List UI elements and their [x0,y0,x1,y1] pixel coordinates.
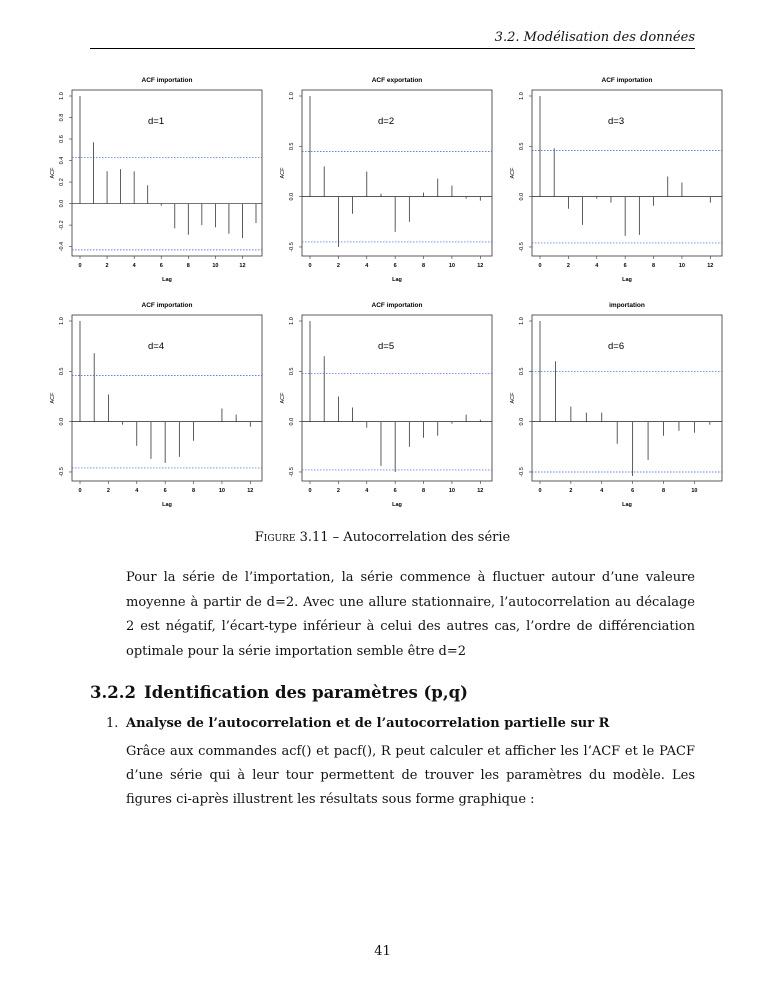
x-axis-label: Lag [392,277,402,283]
chart-annotation: d=6 [608,341,625,352]
list-item-number: 1. [106,716,119,731]
acf-panel-d3 [500,68,730,293]
x-tick-label: 12 [477,488,484,494]
x-tick-label: 12 [477,263,484,269]
x-tick-label: 2 [106,488,110,494]
x-tick-label: 6 [623,263,627,269]
x-tick-label: 8 [422,263,426,269]
y-axis-label: ACF [50,167,56,179]
y-tick-label: 1.0 [59,92,65,100]
x-tick-label: 4 [595,263,599,269]
y-tick-label: 0.5 [289,367,295,376]
plot-frame [302,90,492,256]
x-tick-label: 10 [678,263,685,269]
x-tick-label: 4 [132,263,136,269]
x-tick-label: 0 [308,263,312,269]
acf-figure [40,68,730,518]
x-tick-label: 10 [212,263,219,269]
y-tick-label: 0.2 [59,178,65,186]
y-tick-label: -0.4 [59,241,65,252]
y-tick-label: 0.0 [59,417,65,426]
chart-annotation: d=3 [608,116,625,127]
x-tick-label: 12 [239,263,246,269]
x-tick-label: 6 [393,263,397,269]
x-tick-label: 0 [308,488,312,494]
x-tick-label: 8 [192,488,196,494]
y-tick-label: 0.4 [59,156,65,165]
x-tick-label: 4 [365,488,369,494]
x-tick-label: 6 [393,488,397,494]
acf-panel-d6 [500,293,730,518]
plot-frame [532,315,722,481]
x-tick-label: 0 [78,263,82,269]
chart-title: ACF importation [371,302,423,309]
header-rule [90,48,695,49]
y-axis-label: ACF [510,392,516,404]
x-axis-label: Lag [622,277,632,283]
chart-title: ACF importation [141,77,193,84]
x-tick-label: 2 [566,263,570,269]
chart-title: importation [609,302,645,309]
x-tick-label: 2 [336,263,340,269]
section-title: Identification des paramètres (p,q) [144,683,468,702]
y-tick-label: 0.5 [519,367,525,376]
x-tick-label: 0 [538,488,542,494]
y-tick-label: 1.0 [289,317,295,325]
y-tick-label: 1.0 [59,317,65,325]
x-tick-label: 2 [105,263,109,269]
y-tick-label: 0.5 [519,142,525,151]
y-tick-label: 0.0 [519,192,525,201]
x-tick-label: 10 [691,488,698,494]
body-paragraph: Pour la série de l’importation, la série commence à fluctuer autour d’une valeure moyenne à partir de d=2. Avec une allure stationnaire, l’autocorrelation au décalage 2 est négatif, l’écart-type inférieur à celui des autres cas, l’ordre de différenciation optimale pour la série importation semble être d=2 [126,570,695,659]
acf-chart-d2 [270,68,500,293]
acf-chart-d3 [500,68,730,293]
acf-panel-d4 [40,293,270,518]
x-axis-label: Lag [162,277,172,283]
y-tick-label: 0.0 [289,192,295,201]
x-tick-label: 12 [247,488,254,494]
x-tick-label: 10 [448,263,455,269]
x-tick-label: 10 [448,488,455,494]
x-tick-label: 6 [631,488,635,494]
x-tick-label: 0 [538,263,542,269]
x-axis-label: Lag [622,502,632,508]
y-tick-label: -0.5 [519,467,525,477]
page-number: 41 [374,944,391,959]
x-tick-label: 8 [652,263,656,269]
x-tick-label: 8 [661,488,666,494]
chart-annotation: d=4 [148,341,165,352]
y-tick-label: 0.0 [289,417,295,426]
plot-frame [72,315,262,481]
y-tick-label: 0.8 [59,113,65,122]
y-axis-label: ACF [280,392,286,404]
y-axis-label: ACF [280,167,286,179]
acf-chart-d5 [270,293,500,518]
x-tick-label: 6 [159,263,163,269]
x-tick-label: 2 [336,488,340,494]
section-heading [90,683,468,702]
figure-caption [0,530,765,545]
chart-title: ACF exportation [371,77,423,84]
x-tick-label: 4 [365,263,369,269]
x-tick-label: 6 [163,488,167,494]
plot-frame [532,90,722,256]
x-tick-label: 12 [707,263,714,269]
x-axis-label: Lag [162,502,172,508]
x-tick-label: 8 [422,488,426,494]
y-axis-label: ACF [510,167,516,179]
y-tick-label: 1.0 [289,92,295,100]
x-axis-label: Lag [392,502,402,508]
y-tick-label: 0.0 [59,199,65,208]
x-tick-label: 10 [218,488,225,494]
y-tick-label: -0.5 [519,242,525,252]
y-axis-label: ACF [50,392,56,404]
y-tick-label: 1.0 [519,317,525,325]
chart-annotation: d=5 [378,341,395,352]
y-tick-label: -0.5 [59,467,65,477]
list-item-text: Grâce aux commandes acf() et pacf(), R peut calculer et afficher les l’ACF et le PACF d’une série qui à leur tour permettent de trouver les paramètres du modèle. Les figures ci-après illustrent les résultats sous forme graphique : [126,744,695,807]
chart-annotation: d=1 [148,116,165,127]
y-tick-label: 0.0 [519,417,525,426]
acf-chart-d4 [40,293,270,518]
y-tick-label: -0.5 [289,242,295,252]
y-tick-label: 0.5 [59,367,65,376]
chart-title: ACF importation [601,77,653,84]
y-tick-label: 1.0 [519,92,525,100]
y-tick-label: 0.6 [59,135,65,143]
x-tick-label: 2 [569,488,573,494]
acf-panel-d1 [40,68,270,293]
chart-annotation: d=2 [378,116,395,127]
list-item-title: Analyse de l’autocorrelation et de l’autocorrelation partielle sur R [126,716,610,731]
figure-caption-text: – Autocorrelation des série [328,530,511,545]
acf-chart-d1 [40,68,270,293]
acf-panel-d2 [270,68,500,293]
x-tick-label: 4 [600,488,604,494]
y-tick-label: -0.5 [289,467,295,477]
plot-frame [302,315,492,481]
x-tick-label: 4 [135,488,139,494]
acf-panel-d5 [270,293,500,518]
x-tick-label: 0 [78,488,82,494]
figure-caption-label: Figure 3.11 [254,530,329,545]
chart-title: ACF importation [141,302,193,309]
y-tick-label: -0.2 [59,220,65,230]
y-tick-label: 0.5 [289,142,295,151]
running-head: 3.2. Modélisation des données [494,30,695,45]
acf-chart-d6 [500,293,730,518]
section-number: 3.2.2 [90,683,136,702]
plot-frame [72,90,262,256]
x-tick-label: 8 [186,263,190,269]
